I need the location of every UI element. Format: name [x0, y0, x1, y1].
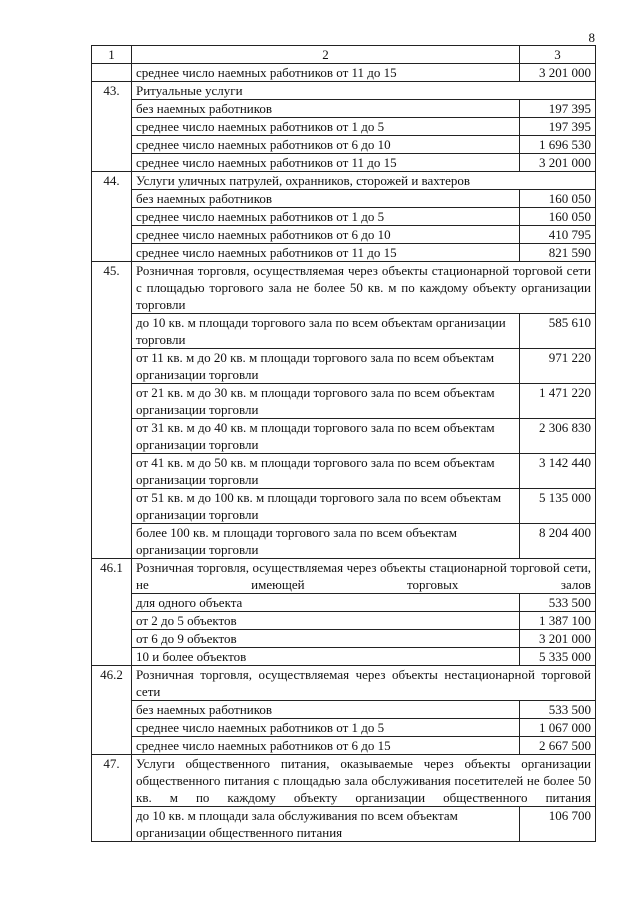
item-label: среднее число наемных работников от 1 до 5 — [132, 118, 520, 136]
table-row — [92, 701, 596, 719]
table-row — [92, 454, 596, 489]
item-value: 2 306 830 — [520, 419, 596, 454]
item-label: без наемных работников — [132, 100, 520, 118]
item-value: 821 590 — [520, 244, 596, 262]
item-value: 533 500 — [520, 701, 596, 719]
item-label: от 2 до 5 объектов — [132, 612, 520, 630]
item-label: для одного объекта — [132, 594, 520, 612]
item-label: среднее число наемных работников от 6 до 15 — [132, 737, 520, 755]
table-row — [92, 136, 596, 154]
row-number: 47. — [92, 755, 132, 842]
table-row — [92, 100, 596, 118]
item-value: 3 142 440 — [520, 454, 596, 489]
table-row — [92, 419, 596, 454]
item-value: 3 201 000 — [520, 630, 596, 648]
item-value: 5 135 000 — [520, 489, 596, 524]
table-row — [92, 737, 596, 755]
item-label: от 31 кв. м до 40 кв. м площади торгового зала по всем объектам организации торговли — [132, 419, 520, 454]
row-number: 43. — [92, 82, 132, 172]
item-label: среднее число наемных работников от 1 до 5 — [132, 719, 520, 737]
item-label: до 10 кв. м площади торгового зала по всем объектам организации торговли — [132, 314, 520, 349]
item-value: 533 500 — [520, 594, 596, 612]
category-label: Услуги уличных патрулей, охранников, сторожей и вахтеров — [132, 172, 596, 190]
table-row — [92, 208, 596, 226]
item-label: среднее число наемных работников от 1 до 5 — [132, 208, 520, 226]
table-row — [92, 384, 596, 419]
item-value: 197 395 — [520, 100, 596, 118]
category-label: Услуги общественного питания, оказываемые через объекты организации общественного питания с площадью зала обслуживания посетителей не более 50 кв. м по каждому объекту организации общественного питания — [132, 755, 596, 807]
item-value: 3 201 000 — [520, 154, 596, 172]
item-value: 160 050 — [520, 208, 596, 226]
table-row — [92, 154, 596, 172]
item-value: 106 700 — [520, 807, 596, 842]
item-label: от 41 кв. м до 50 кв. м площади торгового зала по всем объектам организации торговли — [132, 454, 520, 489]
item-label: от 11 кв. м до 20 кв. м площади торгового зала по всем объектам организации торговли — [132, 349, 520, 384]
table-row — [92, 524, 596, 559]
column-header: 3 — [520, 46, 596, 64]
table-row — [92, 244, 596, 262]
table-row — [92, 489, 596, 524]
item-value: 1 696 530 — [520, 136, 596, 154]
item-value: 3 201 000 — [520, 64, 596, 82]
item-value: 410 795 — [520, 226, 596, 244]
table-row — [92, 612, 596, 630]
category-label: Розничная торговля, осуществляемая через объекты стационарной торговой сети с площадью торгового зала не более 50 кв. м по каждому объекту организации торговли — [132, 262, 596, 314]
item-value: 1 387 100 — [520, 612, 596, 630]
item-value: 5 335 000 — [520, 648, 596, 666]
item-label: от 6 до 9 объектов — [132, 630, 520, 648]
item-label: от 21 кв. м до 30 кв. м площади торгового зала по всем объектам организации торговли — [132, 384, 520, 419]
item-value: 585 610 — [520, 314, 596, 349]
item-label: среднее число наемных работников от 6 до 10 — [132, 136, 520, 154]
item-label: 10 и более объектов — [132, 648, 520, 666]
category-row — [92, 82, 596, 100]
table-row — [92, 118, 596, 136]
page-number: 8 — [588, 30, 595, 45]
table-row — [92, 226, 596, 244]
item-value: 1 471 220 — [520, 384, 596, 419]
item-value: 197 395 — [520, 118, 596, 136]
row-number: 46.2 — [92, 666, 132, 755]
item-label: более 100 кв. м площади торгового зала по всем объектам организации торговли — [132, 524, 520, 559]
item-label: среднее число наемных работников от 11 до 15 — [132, 154, 520, 172]
table-row — [92, 807, 596, 842]
item-value: 971 220 — [520, 349, 596, 384]
category-label: Розничная торговля, осуществляемая через объекты стационарной торговой сети, не имеющей торговых залов — [132, 559, 596, 594]
table-row — [92, 648, 596, 666]
item-value: 1 067 000 — [520, 719, 596, 737]
item-value: 8 204 400 — [520, 524, 596, 559]
item-label: среднее число наемных работников от 11 до 15 — [132, 244, 520, 262]
item-label: без наемных работников — [132, 190, 520, 208]
item-value: 2 667 500 — [520, 737, 596, 755]
table-header-row — [92, 46, 596, 64]
table-row — [92, 630, 596, 648]
category-row — [92, 559, 596, 594]
table-row — [92, 64, 596, 82]
row-number: 46.1 — [92, 559, 132, 666]
category-row — [92, 755, 596, 807]
column-header: 2 — [132, 46, 520, 64]
item-label: без наемных работников — [132, 701, 520, 719]
row-number — [92, 64, 132, 82]
category-label: Розничная торговля, осуществляемая через объекты нестационарной торговой сети — [132, 666, 596, 701]
item-label: среднее число наемных работников от 11 до 15 — [132, 64, 520, 82]
table-row — [92, 719, 596, 737]
category-row — [92, 172, 596, 190]
table-row — [92, 190, 596, 208]
table-row — [92, 349, 596, 384]
table-row — [92, 594, 596, 612]
category-label: Ритуальные услуги — [132, 82, 596, 100]
category-row — [92, 666, 596, 701]
category-row — [92, 262, 596, 314]
item-label: среднее число наемных работников от 6 до 10 — [132, 226, 520, 244]
table-row — [92, 314, 596, 349]
item-label: от 51 кв. м до 100 кв. м площади торгового зала по всем объектам организации торговли — [132, 489, 520, 524]
column-header: 1 — [92, 46, 132, 64]
item-label: до 10 кв. м площади зала обслуживания по всем объектам организации общественного питания — [132, 807, 520, 842]
row-number: 45. — [92, 262, 132, 559]
tariff-table — [91, 45, 596, 842]
row-number: 44. — [92, 172, 132, 262]
item-value: 160 050 — [520, 190, 596, 208]
